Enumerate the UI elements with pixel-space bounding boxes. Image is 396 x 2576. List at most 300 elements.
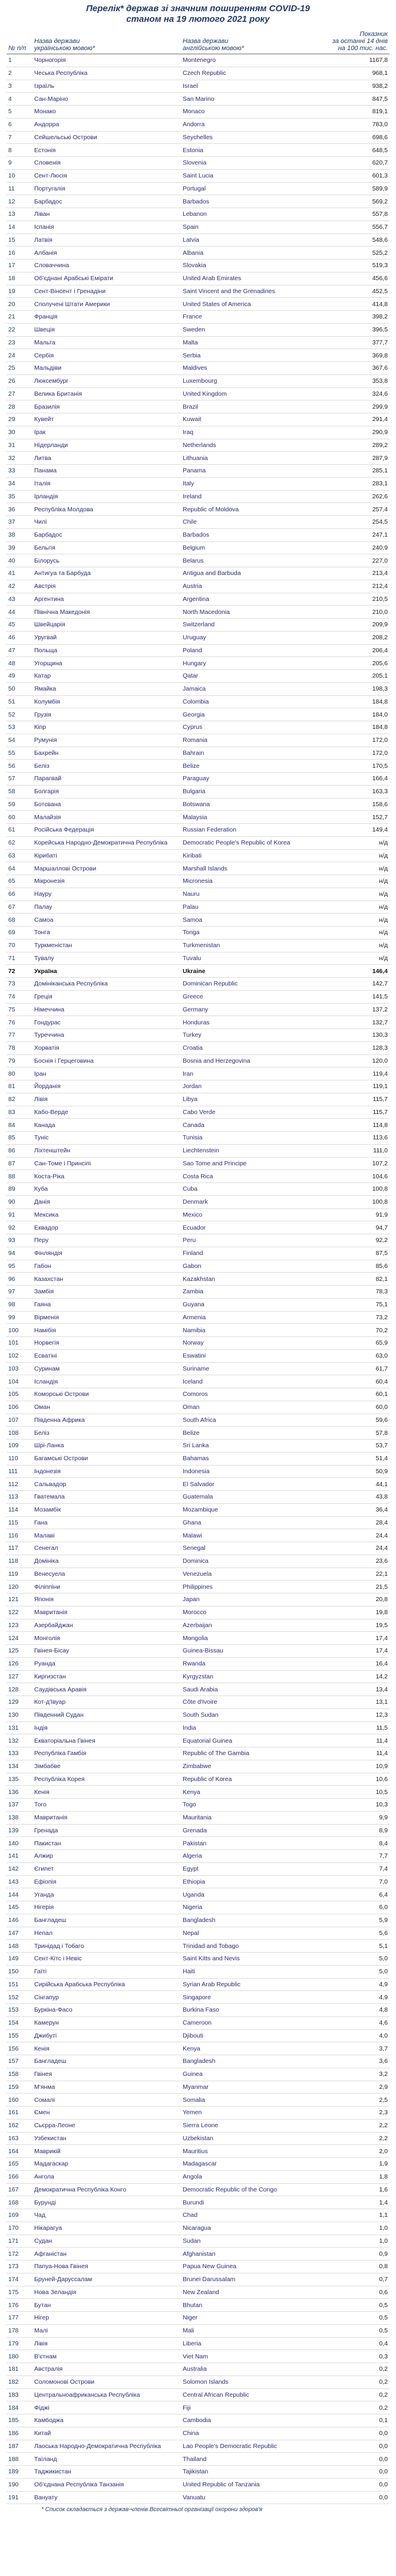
row-number: 164 xyxy=(6,2145,32,2158)
table-row xyxy=(6,2119,390,2132)
country-name-english: Guyana xyxy=(181,1298,324,1311)
country-name-ukrainian: Тринідад і Тобаго xyxy=(32,1940,181,1953)
indicator-value: 398,2 xyxy=(324,311,390,324)
row-number: 13 xyxy=(6,208,32,221)
indicator-value: 23,6 xyxy=(324,1555,390,1568)
table-row xyxy=(6,2324,390,2337)
country-name-english: Myanmar xyxy=(181,2081,324,2094)
indicator-value: 43,8 xyxy=(324,1491,390,1504)
indicator-value: 7,4 xyxy=(324,1862,390,1875)
row-number: 126 xyxy=(6,1657,32,1670)
row-number: 187 xyxy=(6,2440,32,2453)
country-name-english: Mali xyxy=(181,2324,324,2337)
table-row xyxy=(6,580,390,593)
indicator-value: 11,4 xyxy=(324,1734,390,1747)
country-name-english: Greece xyxy=(181,990,324,1003)
row-number: 25 xyxy=(6,362,32,375)
country-name-ukrainian: Гана xyxy=(32,1516,181,1529)
country-name-english: Indonesia xyxy=(181,1465,324,1478)
table-row xyxy=(6,2055,390,2068)
indicator-value: н/д xyxy=(324,901,390,914)
row-number: 130 xyxy=(6,1708,32,1721)
table-row xyxy=(6,2466,390,2479)
table-row xyxy=(6,926,390,939)
indicator-value: 184,8 xyxy=(324,721,390,734)
country-name-english: Equatorial Guinea xyxy=(181,1734,324,1747)
country-name-ukrainian: Велика Британія xyxy=(32,387,181,400)
country-name-ukrainian: Чорногорія xyxy=(32,54,181,67)
table-row xyxy=(6,1683,390,1696)
country-name-ukrainian: Нігер xyxy=(32,2312,181,2325)
table-row xyxy=(6,1799,390,1812)
row-number: 140 xyxy=(6,1837,32,1850)
table-row xyxy=(6,1953,390,1966)
country-name-ukrainian: Боснія і Герцеговина xyxy=(32,1054,181,1067)
table-row xyxy=(6,2491,390,2504)
row-number: 55 xyxy=(6,747,32,760)
row-number: 142 xyxy=(6,1862,32,1875)
country-name-english: Turkmenistan xyxy=(181,939,324,952)
indicator-value: 149,4 xyxy=(324,824,390,837)
indicator-value: 0,5 xyxy=(324,2312,390,2325)
table-row xyxy=(6,2312,390,2325)
table-row xyxy=(6,1696,390,1709)
row-number: 144 xyxy=(6,1888,32,1901)
row-number: 80 xyxy=(6,1067,32,1080)
table-row xyxy=(6,1080,390,1093)
indicator-value: 254,5 xyxy=(324,516,390,529)
indicator-value: 21,5 xyxy=(324,1581,390,1593)
table-row xyxy=(6,1093,390,1106)
country-name-ukrainian: Кенія xyxy=(32,1786,181,1799)
row-number: 90 xyxy=(6,1195,32,1208)
row-number: 148 xyxy=(6,1940,32,1953)
indicator-value: 59,6 xyxy=(324,1414,390,1427)
indicator-value: 91,9 xyxy=(324,1208,390,1221)
country-name-english: Angola xyxy=(181,2170,324,2183)
row-number: 66 xyxy=(6,888,32,901)
table-row xyxy=(6,1619,390,1632)
indicator-value: 13,1 xyxy=(324,1696,390,1709)
country-name-ukrainian: Люксембург xyxy=(32,374,181,387)
row-number: 4 xyxy=(6,93,32,106)
country-name-english: Malawi xyxy=(181,1529,324,1542)
country-name-ukrainian: Фіджі xyxy=(32,2401,181,2414)
indicator-value: 2,2 xyxy=(324,2119,390,2132)
indicator-value: 19,5 xyxy=(324,1619,390,1632)
indicator-value: 1,6 xyxy=(324,2183,390,2196)
country-name-ukrainian: Папуа-Нова Гвінея xyxy=(32,2260,181,2273)
row-number: 81 xyxy=(6,1080,32,1093)
country-name-ukrainian: Лаоська Народно-Демократична Республіка xyxy=(32,2440,181,2453)
row-number: 92 xyxy=(6,1221,32,1234)
country-name-english: Algeria xyxy=(181,1850,324,1863)
table-row xyxy=(6,657,390,670)
header-name-ukrainian-text: Назва держави українською мовою* xyxy=(34,38,95,52)
row-number: 165 xyxy=(6,2158,32,2171)
country-name-english: Chad xyxy=(181,2209,324,2222)
table-row xyxy=(6,259,390,272)
row-number: 150 xyxy=(6,1965,32,1978)
country-name-ukrainian: Ангола xyxy=(32,2170,181,2183)
country-name-ukrainian: Мальта xyxy=(32,336,181,349)
row-number: 65 xyxy=(6,875,32,888)
country-name-english: Costa Rica xyxy=(181,1170,324,1183)
country-name-ukrainian: Іран xyxy=(32,1067,181,1080)
table-row xyxy=(6,1067,390,1080)
table-row xyxy=(6,349,390,362)
country-name-ukrainian: Індія xyxy=(32,1721,181,1734)
country-name-ukrainian: Бутан xyxy=(32,2299,181,2312)
country-name-english: Paraguay xyxy=(181,773,324,786)
indicator-value: 206,4 xyxy=(324,644,390,657)
indicator-value: 1,9 xyxy=(324,2158,390,2171)
countries-table xyxy=(6,29,390,2504)
country-name-english: Zambia xyxy=(181,1286,324,1299)
country-name-ukrainian: Домініка xyxy=(32,1555,181,1568)
indicator-value: н/д xyxy=(324,939,390,952)
row-number: 77 xyxy=(6,1029,32,1042)
row-number: 91 xyxy=(6,1208,32,1221)
country-name-ukrainian: Габон xyxy=(32,1260,181,1273)
row-number: 132 xyxy=(6,1734,32,1747)
country-name-english: Ukraine xyxy=(181,965,324,978)
table-row xyxy=(6,477,390,490)
country-name-english: Saint Lucia xyxy=(181,169,324,182)
table-row xyxy=(6,824,390,837)
indicator-value: 22,1 xyxy=(324,1568,390,1581)
country-name-ukrainian: Канада xyxy=(32,1119,181,1132)
indicator-value: 10,6 xyxy=(324,1773,390,1786)
country-name-ukrainian: Ємен xyxy=(32,2107,181,2120)
table-row xyxy=(6,875,390,888)
row-number: 182 xyxy=(6,2375,32,2388)
row-number: 53 xyxy=(6,721,32,734)
indicator-value: 0,5 xyxy=(324,2299,390,2312)
country-name-ukrainian: Республіка Молдова xyxy=(32,503,181,516)
country-name-english: Eswatini xyxy=(181,1349,324,1362)
country-name-english: Papua New Guinea xyxy=(181,2260,324,2273)
indicator-value: 569,2 xyxy=(324,195,390,208)
country-name-ukrainian: Науру xyxy=(32,888,181,901)
table-row xyxy=(6,106,390,119)
row-number: 181 xyxy=(6,2363,32,2376)
country-name-ukrainian: Гвінея xyxy=(32,2068,181,2081)
country-name-ukrainian: Мексика xyxy=(32,1208,181,1221)
table-row xyxy=(6,631,390,644)
table-row xyxy=(6,1003,390,1016)
table-row xyxy=(6,2453,390,2466)
row-number: 94 xyxy=(6,1247,32,1260)
country-name-english: Turkey xyxy=(181,1029,324,1042)
country-name-english: Côte d'Ivoire xyxy=(181,1696,324,1709)
indicator-value: 0,2 xyxy=(324,2401,390,2414)
country-name-english: Belize xyxy=(181,760,324,773)
table-row xyxy=(6,1747,390,1760)
row-number: 35 xyxy=(6,490,32,503)
indicator-value: 8,4 xyxy=(324,1837,390,1850)
table-row xyxy=(6,528,390,541)
row-number: 12 xyxy=(6,195,32,208)
country-name-ukrainian: Данія xyxy=(32,1195,181,1208)
country-name-ukrainian: Колумбія xyxy=(32,695,181,708)
table-row xyxy=(6,157,390,170)
table-row xyxy=(6,1427,390,1440)
table-row xyxy=(6,1362,390,1375)
row-number: 174 xyxy=(6,2273,32,2286)
table-row xyxy=(6,2029,390,2042)
indicator-value: 17,4 xyxy=(324,1632,390,1645)
indicator-value: 20,8 xyxy=(324,1593,390,1606)
row-number: 104 xyxy=(6,1375,32,1388)
indicator-value: 283,1 xyxy=(324,477,390,490)
header-name-english xyxy=(181,29,324,54)
country-name-ukrainian: Барбадос xyxy=(32,195,181,208)
country-name-ukrainian: Маврикій xyxy=(32,2145,181,2158)
country-name-english: Georgia xyxy=(181,708,324,721)
country-name-ukrainian: Кенія xyxy=(32,2042,181,2055)
row-number: 102 xyxy=(6,1349,32,1362)
table-row xyxy=(6,862,390,875)
country-name-english: Uruguay xyxy=(181,631,324,644)
row-number: 170 xyxy=(6,2222,32,2235)
row-number: 151 xyxy=(6,1978,32,1991)
country-name-english: Dominica xyxy=(181,1555,324,1568)
country-name-english: Ecuador xyxy=(181,1221,324,1234)
row-number: 160 xyxy=(6,2094,32,2107)
row-number: 31 xyxy=(6,439,32,452)
indicator-value: 60,1 xyxy=(324,1388,390,1401)
country-name-english: Cameroon xyxy=(181,2016,324,2029)
indicator-value: 1,4 xyxy=(324,2196,390,2209)
row-number: 63 xyxy=(6,849,32,862)
country-name-english: Kuwait xyxy=(181,413,324,426)
table-row xyxy=(6,2388,390,2401)
country-name-english: Cambodia xyxy=(181,2414,324,2427)
table-row xyxy=(6,208,390,221)
indicator-value: 5,0 xyxy=(324,1965,390,1978)
country-name-ukrainian: Центральноафриканська Республіка xyxy=(32,2388,181,2401)
indicator-value: 212,4 xyxy=(324,580,390,593)
row-number: 9 xyxy=(6,157,32,170)
country-name-ukrainian: Словаччина xyxy=(32,259,181,272)
row-number: 134 xyxy=(6,1760,32,1773)
indicator-value: 2,2 xyxy=(324,2132,390,2145)
country-name-english: Denmark xyxy=(181,1195,324,1208)
country-name-ukrainian: Ліхтенштейн xyxy=(32,1144,181,1157)
indicator-value: 28,4 xyxy=(324,1516,390,1529)
country-name-ukrainian: Німеччина xyxy=(32,1003,181,1016)
indicator-value: 70,2 xyxy=(324,1324,390,1337)
indicator-value: 4,0 xyxy=(324,2029,390,2042)
indicator-value: 367,6 xyxy=(324,362,390,375)
country-name-english: Uganda xyxy=(181,1888,324,1901)
table-row xyxy=(6,1760,390,1773)
table-row xyxy=(6,1414,390,1427)
row-number: 95 xyxy=(6,1260,32,1273)
country-name-ukrainian: Камерун xyxy=(32,2016,181,2029)
indicator-value: 227,0 xyxy=(324,554,390,567)
indicator-value: 115,7 xyxy=(324,1106,390,1119)
table-row xyxy=(6,1978,390,1991)
country-name-ukrainian: Белiз xyxy=(32,760,181,773)
table-row xyxy=(6,978,390,991)
table-row xyxy=(6,1337,390,1350)
row-number: 26 xyxy=(6,374,32,387)
country-name-english: Kenya xyxy=(181,2042,324,2055)
indicator-value: 377,7 xyxy=(324,336,390,349)
indicator-value: 0,2 xyxy=(324,2363,390,2376)
country-name-ukrainian: Грузія xyxy=(32,708,181,721)
country-name-english: Iraq xyxy=(181,426,324,439)
table-row xyxy=(6,490,390,503)
country-name-english: Liechtenstein xyxy=(181,1144,324,1157)
table-row xyxy=(6,1786,390,1799)
country-name-ukrainian: Того xyxy=(32,1799,181,1812)
country-name-english: Seychelles xyxy=(181,131,324,144)
row-number: 147 xyxy=(6,1927,32,1940)
table-row xyxy=(6,298,390,311)
country-name-ukrainian: Нігерія xyxy=(32,1901,181,1914)
indicator-value: 17,4 xyxy=(324,1645,390,1658)
table-row xyxy=(6,2158,390,2171)
country-name-english: Grenada xyxy=(181,1824,324,1837)
table-row xyxy=(6,374,390,387)
table-row xyxy=(6,1478,390,1491)
indicator-value: 120,0 xyxy=(324,1054,390,1067)
row-number: 83 xyxy=(6,1106,32,1119)
indicator-value: 61,7 xyxy=(324,1362,390,1375)
country-name-english: Venezuela xyxy=(181,1568,324,1581)
country-name-english: South Sudan xyxy=(181,1708,324,1721)
country-name-english: Nigeria xyxy=(181,1901,324,1914)
country-name-ukrainian: Узбекистан xyxy=(32,2132,181,2145)
country-name-english: Czech Republic xyxy=(181,67,324,80)
country-name-ukrainian: Чад xyxy=(32,2209,181,2222)
country-name-english: Jordan xyxy=(181,1080,324,1093)
country-name-ukrainian: Об'єднані Арабські Емірати xyxy=(32,272,181,285)
country-name-english: France xyxy=(181,311,324,324)
country-name-english: Samoa xyxy=(181,914,324,926)
table-row xyxy=(6,439,390,452)
row-number: 180 xyxy=(6,2350,32,2363)
country-name-english: Armenia xyxy=(181,1311,324,1324)
country-name-ukrainian: Японія xyxy=(32,1593,181,1606)
country-name-english: Canada xyxy=(181,1119,324,1132)
country-name-english: Slovenia xyxy=(181,157,324,170)
row-number: 136 xyxy=(6,1786,32,1799)
country-name-ukrainian: Сполучені Штати Америки xyxy=(32,298,181,311)
indicator-value: 137,2 xyxy=(324,1003,390,1016)
table-row xyxy=(6,1824,390,1837)
row-number: 10 xyxy=(6,169,32,182)
indicator-value: 111,0 xyxy=(324,1144,390,1157)
country-name-english: Azerbaijan xyxy=(181,1619,324,1632)
country-name-ukrainian: Буркіна-Фасо xyxy=(32,2004,181,2017)
indicator-value: 16,4 xyxy=(324,1657,390,1670)
indicator-value: 65,9 xyxy=(324,1337,390,1350)
row-number: 178 xyxy=(6,2324,32,2337)
country-name-ukrainian: Болгарія xyxy=(32,785,181,798)
row-number: 100 xyxy=(6,1324,32,1337)
country-name-ukrainian: Єгипет xyxy=(32,1862,181,1875)
row-number: 176 xyxy=(6,2299,32,2312)
country-name-ukrainian: Гондурас xyxy=(32,1016,181,1029)
row-number: 152 xyxy=(6,1991,32,2004)
indicator-value: 299,9 xyxy=(324,400,390,413)
country-name-ukrainian: Лівія xyxy=(32,2337,181,2350)
row-number: 161 xyxy=(6,2107,32,2120)
country-name-english: New Zealand xyxy=(181,2286,324,2299)
country-name-english: Republic of The Gambia xyxy=(181,1747,324,1760)
table-row xyxy=(6,2440,390,2453)
indicator-value: 130,3 xyxy=(324,1029,390,1042)
country-name-ukrainian: Андорра xyxy=(32,118,181,131)
table-row xyxy=(6,1132,390,1145)
row-number: 73 xyxy=(6,978,32,991)
country-name-ukrainian: Кірибаті xyxy=(32,849,181,862)
table-row xyxy=(6,426,390,439)
country-name-ukrainian: Сейшельські Острови xyxy=(32,131,181,144)
row-number: 8 xyxy=(6,144,32,157)
country-name-ukrainian: Малайзія xyxy=(32,811,181,824)
country-name-english: Trinidad and Tobago xyxy=(181,1940,324,1953)
country-name-ukrainian: Есватіні xyxy=(32,1349,181,1362)
indicator-value: 11,4 xyxy=(324,1747,390,1760)
country-name-english: Vanuatu xyxy=(181,2491,324,2504)
country-name-english: Qatar xyxy=(181,670,324,683)
country-name-english: Barbados xyxy=(181,528,324,541)
indicator-value: 525,2 xyxy=(324,247,390,259)
country-name-ukrainian: Румунія xyxy=(32,734,181,747)
indicator-value: 783,0 xyxy=(324,118,390,131)
indicator-value: 291,4 xyxy=(324,413,390,426)
row-number: 96 xyxy=(6,1273,32,1286)
country-name-english: Pakistan xyxy=(181,1837,324,1850)
row-number: 93 xyxy=(6,1234,32,1247)
table-row xyxy=(6,1940,390,1953)
table-row xyxy=(6,1208,390,1221)
country-name-ukrainian: Руанда xyxy=(32,1657,181,1670)
indicator-value: 0,0 xyxy=(324,2478,390,2491)
indicator-value: 63,0 xyxy=(324,1349,390,1362)
row-number: 184 xyxy=(6,2401,32,2414)
country-name-english: Namibia xyxy=(181,1324,324,1337)
country-name-english: Sierra Leone xyxy=(181,2119,324,2132)
row-number: 167 xyxy=(6,2183,32,2196)
country-name-english: Guatemala xyxy=(181,1491,324,1504)
row-number: 168 xyxy=(6,2196,32,2209)
country-name-english: Burundi xyxy=(181,2196,324,2209)
row-number: 113 xyxy=(6,1491,32,1504)
country-name-english: United Kingdom xyxy=(181,387,324,400)
row-number: 11 xyxy=(6,182,32,195)
table-row xyxy=(6,1401,390,1414)
row-number: 37 xyxy=(6,516,32,529)
indicator-value: 2,3 xyxy=(324,2107,390,2120)
table-row xyxy=(6,1850,390,1863)
country-name-english: Mozambique xyxy=(181,1503,324,1516)
table-row xyxy=(6,1991,390,2004)
country-name-english: Comoros xyxy=(181,1388,324,1401)
row-number: 153 xyxy=(6,2004,32,2017)
indicator-value: 5,0 xyxy=(324,1953,390,1966)
country-name-english: Micronesia xyxy=(181,875,324,888)
country-name-ukrainian: Словенія xyxy=(32,157,181,170)
indicator-value: 4,9 xyxy=(324,1991,390,2004)
country-name-english: United States of America xyxy=(181,298,324,311)
header-indicator-text: Показник за останні 14 днів на 100 тис. нас. xyxy=(332,31,388,52)
